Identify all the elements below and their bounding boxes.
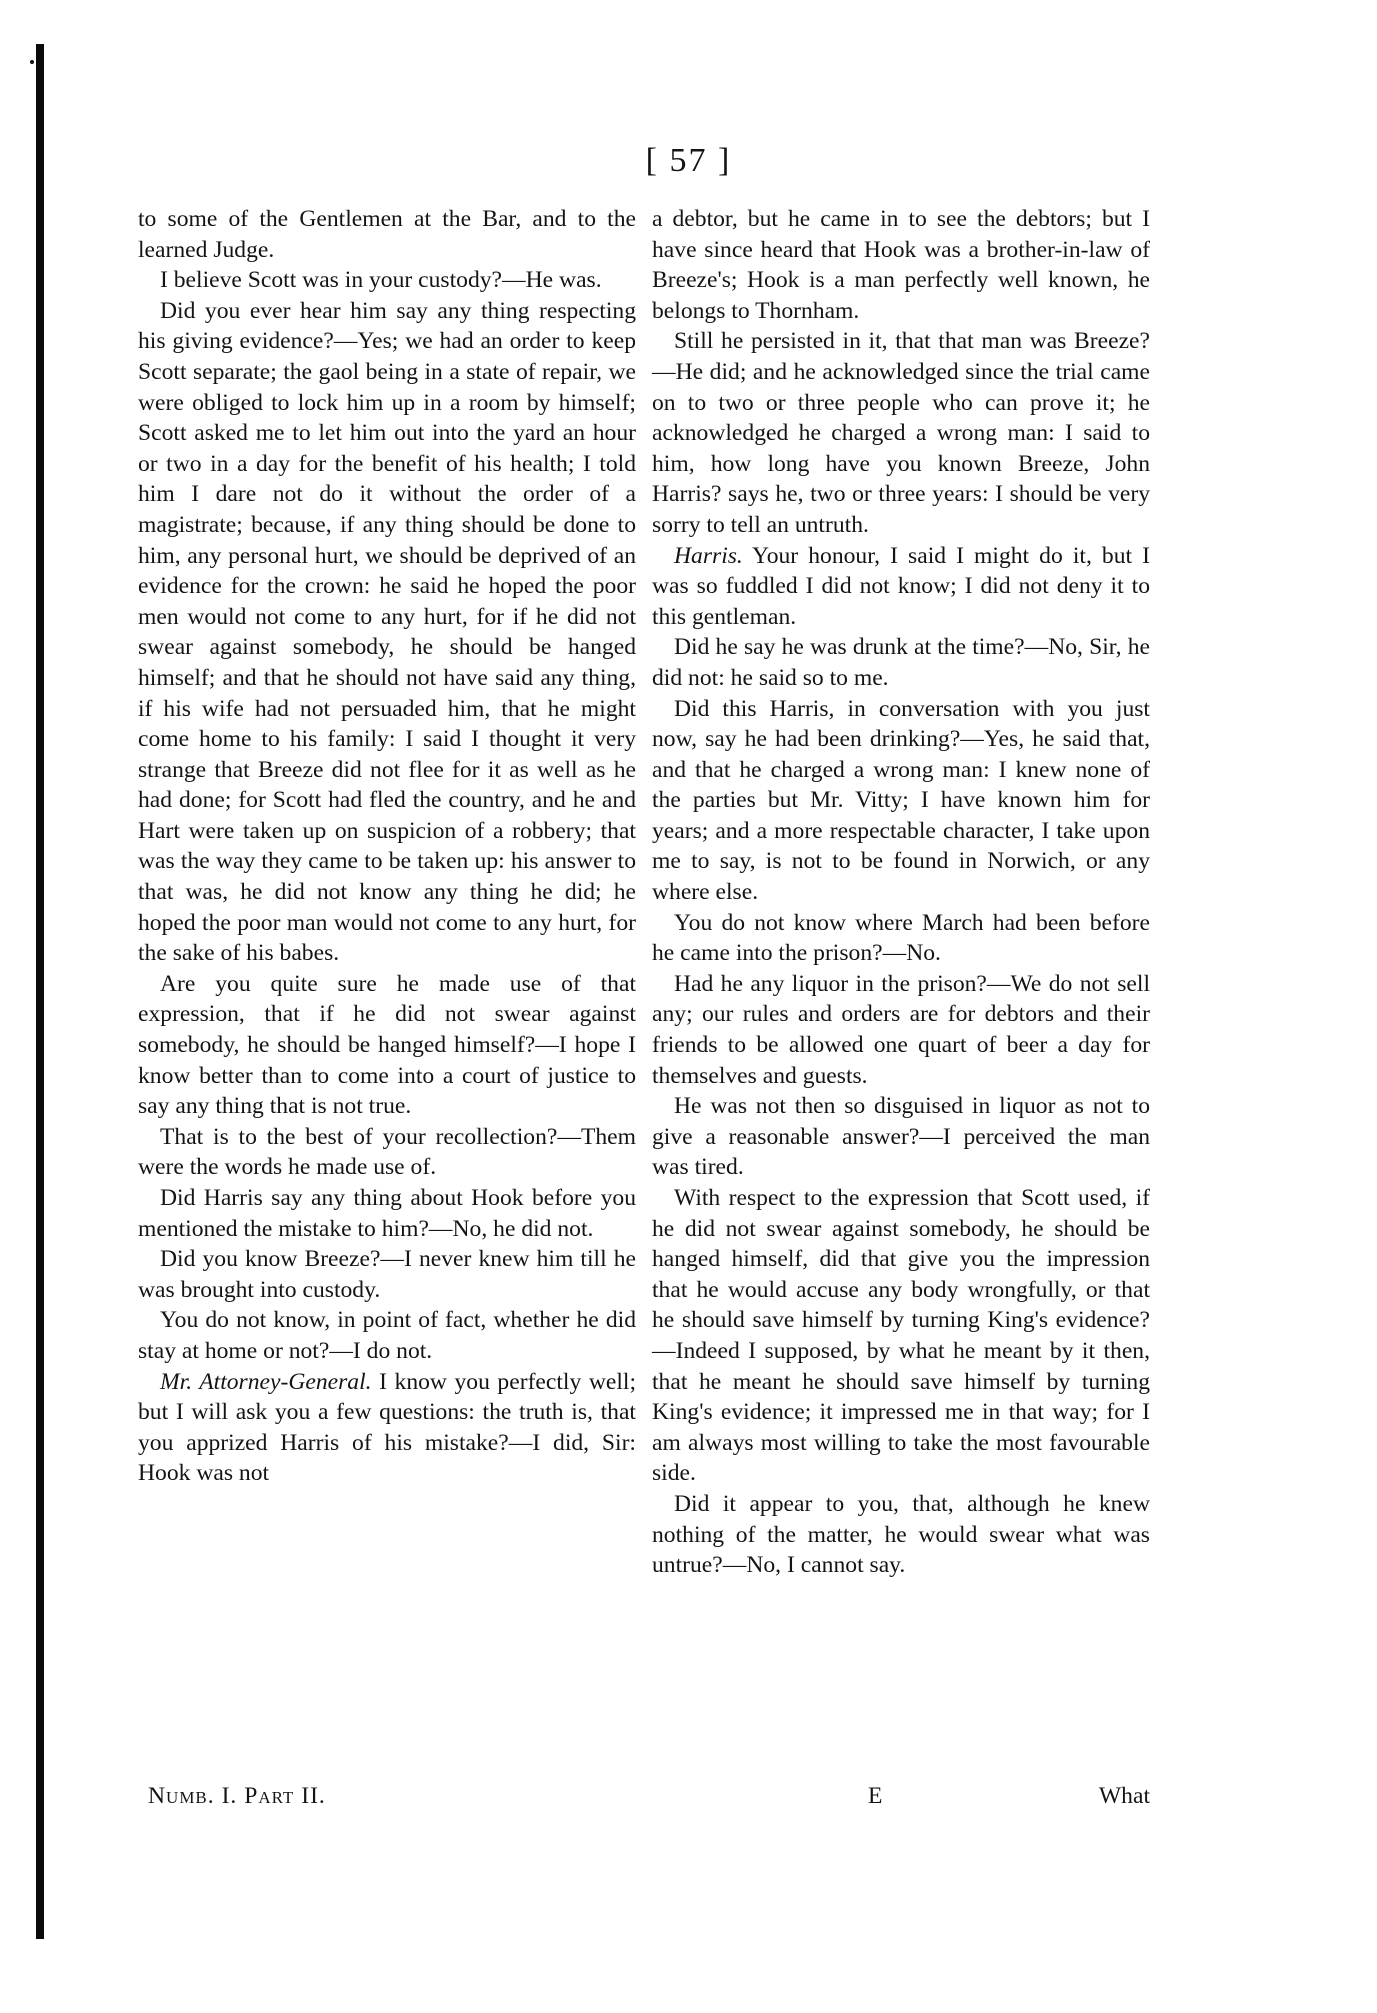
paragraph-text: You do not know where March had been before he came into the prison?—No. [652, 909, 1150, 967]
paragraph [652, 204, 1150, 326]
paragraph-text: to some of the Gentlemen at the Bar, and to the learned Judge. [138, 206, 636, 263]
paragraph [652, 326, 1150, 540]
paragraph [652, 969, 1150, 1091]
paragraph-text: Did you ever hear him say any thing respecting his giving evidence?—Yes; we had an order to keep Scott separate; the gaol being in a state of repair, we were obliged to lock him up in a room by himself; Scott asked me to let him out into the yard an hour or two in a day for the benefit of his health; I told him I dare not do it without the order of a magistrate; because, if any thing should be done to him, any personal hurt, we should be deprived of an evidence for the crown: he said he hoped the poor men would not come to any hurt, for if he did not swear against somebody, he should be hanged himself; and that he should not have said any thing, if his wife had not persuaded him, that he might come home to his family: I said I thought it very strange that Breeze did not flee for it as well as he had done; for Scott had fled the country, and he and Hart were taken up on suspicion of a robbery; that was the way they came to be taken up: his answer to that was, he did not know any thing he did; he hoped the poor man would not come to any hurt, for the sake of his babes. [138, 297, 636, 967]
paragraph [652, 908, 1150, 969]
paragraph-text: Are you quite sure he made use of that expression, that if he did not swear against somebody, he should be hanged himself?—I hope I know better than to come into a court of justice to say any thing that is not true. [138, 970, 636, 1120]
sheet-mark: E [868, 1783, 883, 1809]
page-number: [ 57 ] [645, 142, 732, 179]
speaker-name: Mr. Attorney-General. [160, 1368, 372, 1395]
paragraph-text: Did Harris say any thing about Hook before you mentioned the mistake to him?—No, he did not. [138, 1185, 636, 1242]
paragraph [138, 1122, 636, 1183]
right-column [652, 204, 1150, 1581]
paragraph [138, 204, 636, 265]
paragraph [138, 296, 636, 969]
binding-edge [36, 44, 44, 1939]
paragraph [652, 1183, 1150, 1489]
left-column [138, 204, 636, 1489]
paragraph-text: Did you know Breeze?—I never knew him till he was brought into custody. [138, 1246, 636, 1303]
speaker-name: Harris. [674, 542, 743, 569]
paragraph-text: He was not then so disguised in liquor as not to give a reasonable answer?—I perceived the man was tired. [652, 1093, 1150, 1181]
paragraph [138, 265, 636, 296]
paragraph-text: With respect to the expression that Scott used, if he did not swear against somebody, he should be hanged himself, did that give you the impression that he would accuse any body wrongfully, or that he should save himself by turning King's evidence?—Indeed I supposed, by what he meant by it then, that he meant he should save himself by turning King's evidence; it impressed me in that way; for I am always most willing to take the most favourable side. [652, 1185, 1150, 1487]
paragraph-text: I believe Scott was in your custody?—He was. [160, 267, 602, 294]
ink-speck [30, 60, 34, 64]
signature-mark: Numb. I. Part II. [148, 1783, 326, 1809]
paragraph-text: I know you perfectly well; but I will ask you a few questions: the truth is, that you apprized Harris of his mistake?—I did, Sir: Hook was not [138, 1368, 636, 1487]
paragraph [138, 1244, 636, 1305]
paragraph [652, 541, 1150, 633]
paragraph-text: Did it appear to you, that, although he knew nothing of the matter, he would swear what was untrue?—No, I cannot say. [652, 1490, 1150, 1579]
paragraph-text: Did he say he was drunk at the time?—No, Sir, he did not: he said so to me. [652, 634, 1150, 691]
paragraph [138, 1183, 636, 1244]
paragraph-text: Still he persisted in it, that that man was Breeze?—He did; and he acknowledged since the trial came on to two or three people who can prove it; he acknowledged he charged a wrong man: I said to him, how long have you known Breeze, John Harris? says he, two or three years: I should be very sorry to tell an untruth. [652, 328, 1150, 538]
paragraph [652, 632, 1150, 693]
paragraph [652, 1489, 1150, 1581]
paragraph-text: You do not know, in point of fact, whether he did stay at home or not?—I do not. [138, 1307, 636, 1364]
paragraph [138, 1305, 636, 1366]
paragraph-text: That is to the best of your recollection?—Them were the words he made use of. [138, 1123, 636, 1181]
paragraph [138, 969, 636, 1122]
paragraph [652, 694, 1150, 908]
paragraph-text: Did this Harris, in conversation with you just now, say he had been drinking?—Yes, he said that, and that he charged a wrong man: I knew none of the parties but Mr. Vitty; I have known him for years; and a more respectable character, I take upon me to say, is not to be found in Norwich, or any where else. [652, 695, 1150, 906]
paragraph-text: Had he any liquor in the prison?—We do not sell any; our rules and orders are for debtors and their friends to be allowed one quart of beer a day for themselves and guests. [652, 970, 1150, 1089]
paragraph-text: a debtor, but he came in to see the debtors; but I have since heard that Hook was a brother-in-law of Breeze's; Hook is a man perfectly well known, he belongs to Thornham. [652, 206, 1150, 324]
catchword: What [1098, 1783, 1150, 1809]
paragraph-text: Your honour, I said I might do it, but I was so fuddled I did not know; I did not deny it to this gentleman. [652, 542, 1150, 630]
paragraph [652, 1091, 1150, 1183]
paragraph [138, 1367, 636, 1489]
